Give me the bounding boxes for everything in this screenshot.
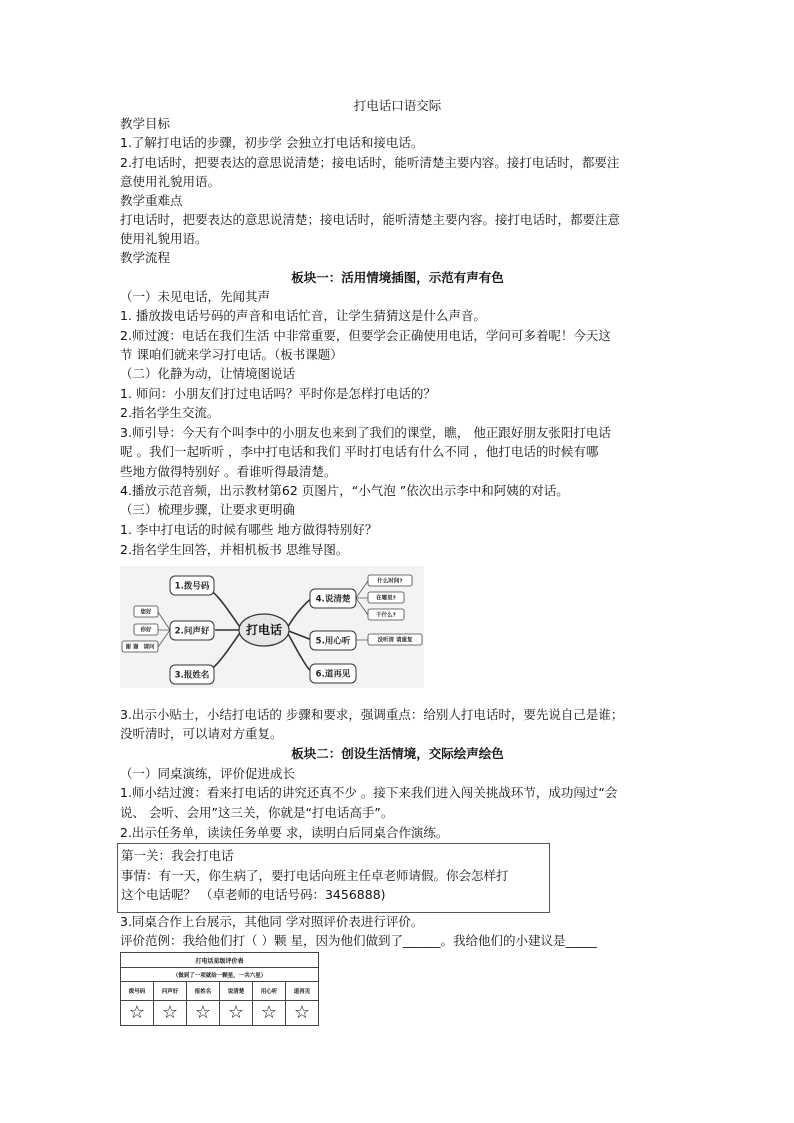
text-line: 3.师引导：今天有个叫李中的小朋友也来到了我们的课堂，瞧， 他正跟好朋友张阳打电话 — [120, 425, 611, 440]
center-label: 打电话 — [245, 623, 283, 637]
node-dial-label: 1.拨号码 — [174, 581, 210, 592]
section-heading-1: 板块一：活用情境插图，示范有声有色 — [291, 270, 504, 285]
text-line: 呢 。我们一起听听 ，李中打电话和我们 平时打电话有什么不同 ，他打电话的时候有哪 — [120, 444, 599, 459]
text-line: 2.师过渡：电话在我们生活 中非常重要，但要学会正确使用电话，学问可多着呢！今天这 — [120, 328, 611, 343]
text-line: 3.同桌合作上台展示，其他同 学对照评价表进行评价。 — [120, 914, 424, 929]
task-line: 第一关：我会打电话 — [121, 848, 234, 863]
text-line: 1. 播放拨电话号码的声音和电话忙音，让学生猜猜这是什么声音。 — [120, 308, 486, 323]
text-line: 评价范例：我给他们打（ ）颗 星，因为他们做到了______。我给他们的小建议是_____ — [120, 933, 597, 948]
task-line: 这个电话呢？ （卓老师的电话号码：3456888) — [121, 887, 386, 902]
leaf-label: 在哪里? — [376, 595, 396, 602]
node-name-label: 3.报姓名 — [174, 670, 210, 681]
leaf-label: 请问 — [143, 644, 155, 651]
text-line: 3.出示小贴士，小结打电话的 步骤和要求，强调重点：给别人打电话时，要先说自己是谁； — [120, 707, 624, 722]
leaf-line — [158, 612, 170, 647]
leaf-label: 什么时间? — [377, 578, 403, 585]
text-line: 1.师小结过渡：看来打电话的讲究还真不少 。接下来我们进入闯关挑战环节，成功闯过“会 — [120, 785, 618, 800]
eval-table-subtitle: （做到了一项就给一颗星，一共六星） — [121, 968, 319, 982]
eval-header: 道再见 — [286, 982, 319, 1001]
leaf-label: 没听清 请重复 — [377, 637, 413, 644]
node-clear-label: 4.说清楚 — [315, 594, 351, 605]
star-icon: ☆ — [220, 1001, 253, 1026]
star-icon: ☆ — [154, 1001, 187, 1026]
text-line: 节 课咱们就来学习打电话。（板书课题） — [120, 347, 343, 362]
node-greet-label: 2.问声好 — [174, 626, 210, 637]
branch-line — [286, 630, 312, 672]
evaluation-table — [120, 952, 319, 1026]
text-line: （三）梳理步骤，让要求更明确 — [120, 502, 296, 517]
eval-table-title: 打电话星级评价表 — [121, 953, 319, 968]
text-line: 2.指名学生回答，并相机板书 思维导图。 — [120, 542, 349, 557]
heading-process: 教学流程 — [120, 250, 171, 265]
node-listen-label: 5.用心听 — [315, 636, 351, 647]
text-line: （二）化静为动，让情境图说话 — [120, 366, 296, 381]
text-line: 4.播放示范音频，出示教材第62 页图片，“小气泡 ”依次出示李中和阿姨的对话。 — [120, 483, 569, 498]
text-line: （一）同桌演练，评价促进成长 — [120, 766, 296, 781]
section-heading-2: 板块二：创设生活情境，交际绘声绘色 — [291, 746, 504, 761]
text-line: 1.了解打电话的步骤，初步学 会独立打电话和接电话。 — [120, 135, 424, 150]
star-icon: ☆ — [187, 1001, 220, 1026]
heading-key-points: 教学重难点 — [120, 193, 183, 208]
eval-header: 用心听 — [253, 982, 286, 1001]
text-line: 没听清时，可以请对方重复。 — [120, 726, 283, 741]
text-line: 说、 会听、会用”这三关，你就是“打电话高手”。 — [120, 805, 394, 820]
text-line: 些地方做得特别好 。看谁听得最清楚。 — [120, 464, 337, 479]
eval-header: 说清楚 — [220, 982, 253, 1001]
mind-map — [120, 566, 424, 688]
eval-header: 问声好 — [154, 982, 187, 1001]
star-icon: ☆ — [253, 1001, 286, 1026]
heading-objectives: 教学目标 — [120, 116, 171, 131]
leaf-label: 你好 — [140, 627, 152, 634]
star-icon: ☆ — [286, 1001, 319, 1026]
leaf-label: 干什么? — [376, 612, 396, 619]
task-line: 事情：有一天，你生病了，要打电话向班主任卓老师请假。你会怎样打 — [121, 868, 509, 883]
branch-line — [286, 598, 312, 630]
text-line: 2.打电话时，把要表达的意思说清楚；接电话时，能听清楚主要内容。接打电话时，都要注 — [120, 155, 620, 170]
text-line: 意使用礼貌用语。 — [120, 174, 221, 189]
leaf-label: 您好 — [140, 609, 152, 616]
leaf-label: 谢 谢 — [125, 644, 139, 651]
node-bye-label: 6.道再见 — [315, 669, 351, 680]
text-line: （一）未见电话，先闻其声 — [120, 289, 271, 304]
leaf-line — [356, 581, 368, 640]
text-line: 2.指名学生交流。 — [120, 405, 220, 420]
text-line: 2.出示任务单，读读任务单要 求，读明白后同桌合作演练。 — [120, 825, 449, 840]
eval-header: 报姓名 — [187, 982, 220, 1001]
text-line: 打电话时，把要表达的意思说清楚；接电话时，能听清楚主要内容。接打电话时，都要注意 — [120, 212, 621, 227]
eval-header: 拨号码 — [121, 982, 154, 1001]
text-line: 1. 师问：小朋友们打过电话吗？平时你是怎样打电话的？ — [120, 386, 436, 401]
task-box — [117, 843, 550, 913]
page-title: 打电话口语交际 — [353, 98, 442, 113]
text-line: 1. 李中打电话的时候有哪些 地方做得特别好？ — [120, 522, 378, 537]
text-line: 使用礼貌用语。 — [120, 231, 208, 246]
star-icon: ☆ — [121, 1001, 154, 1026]
